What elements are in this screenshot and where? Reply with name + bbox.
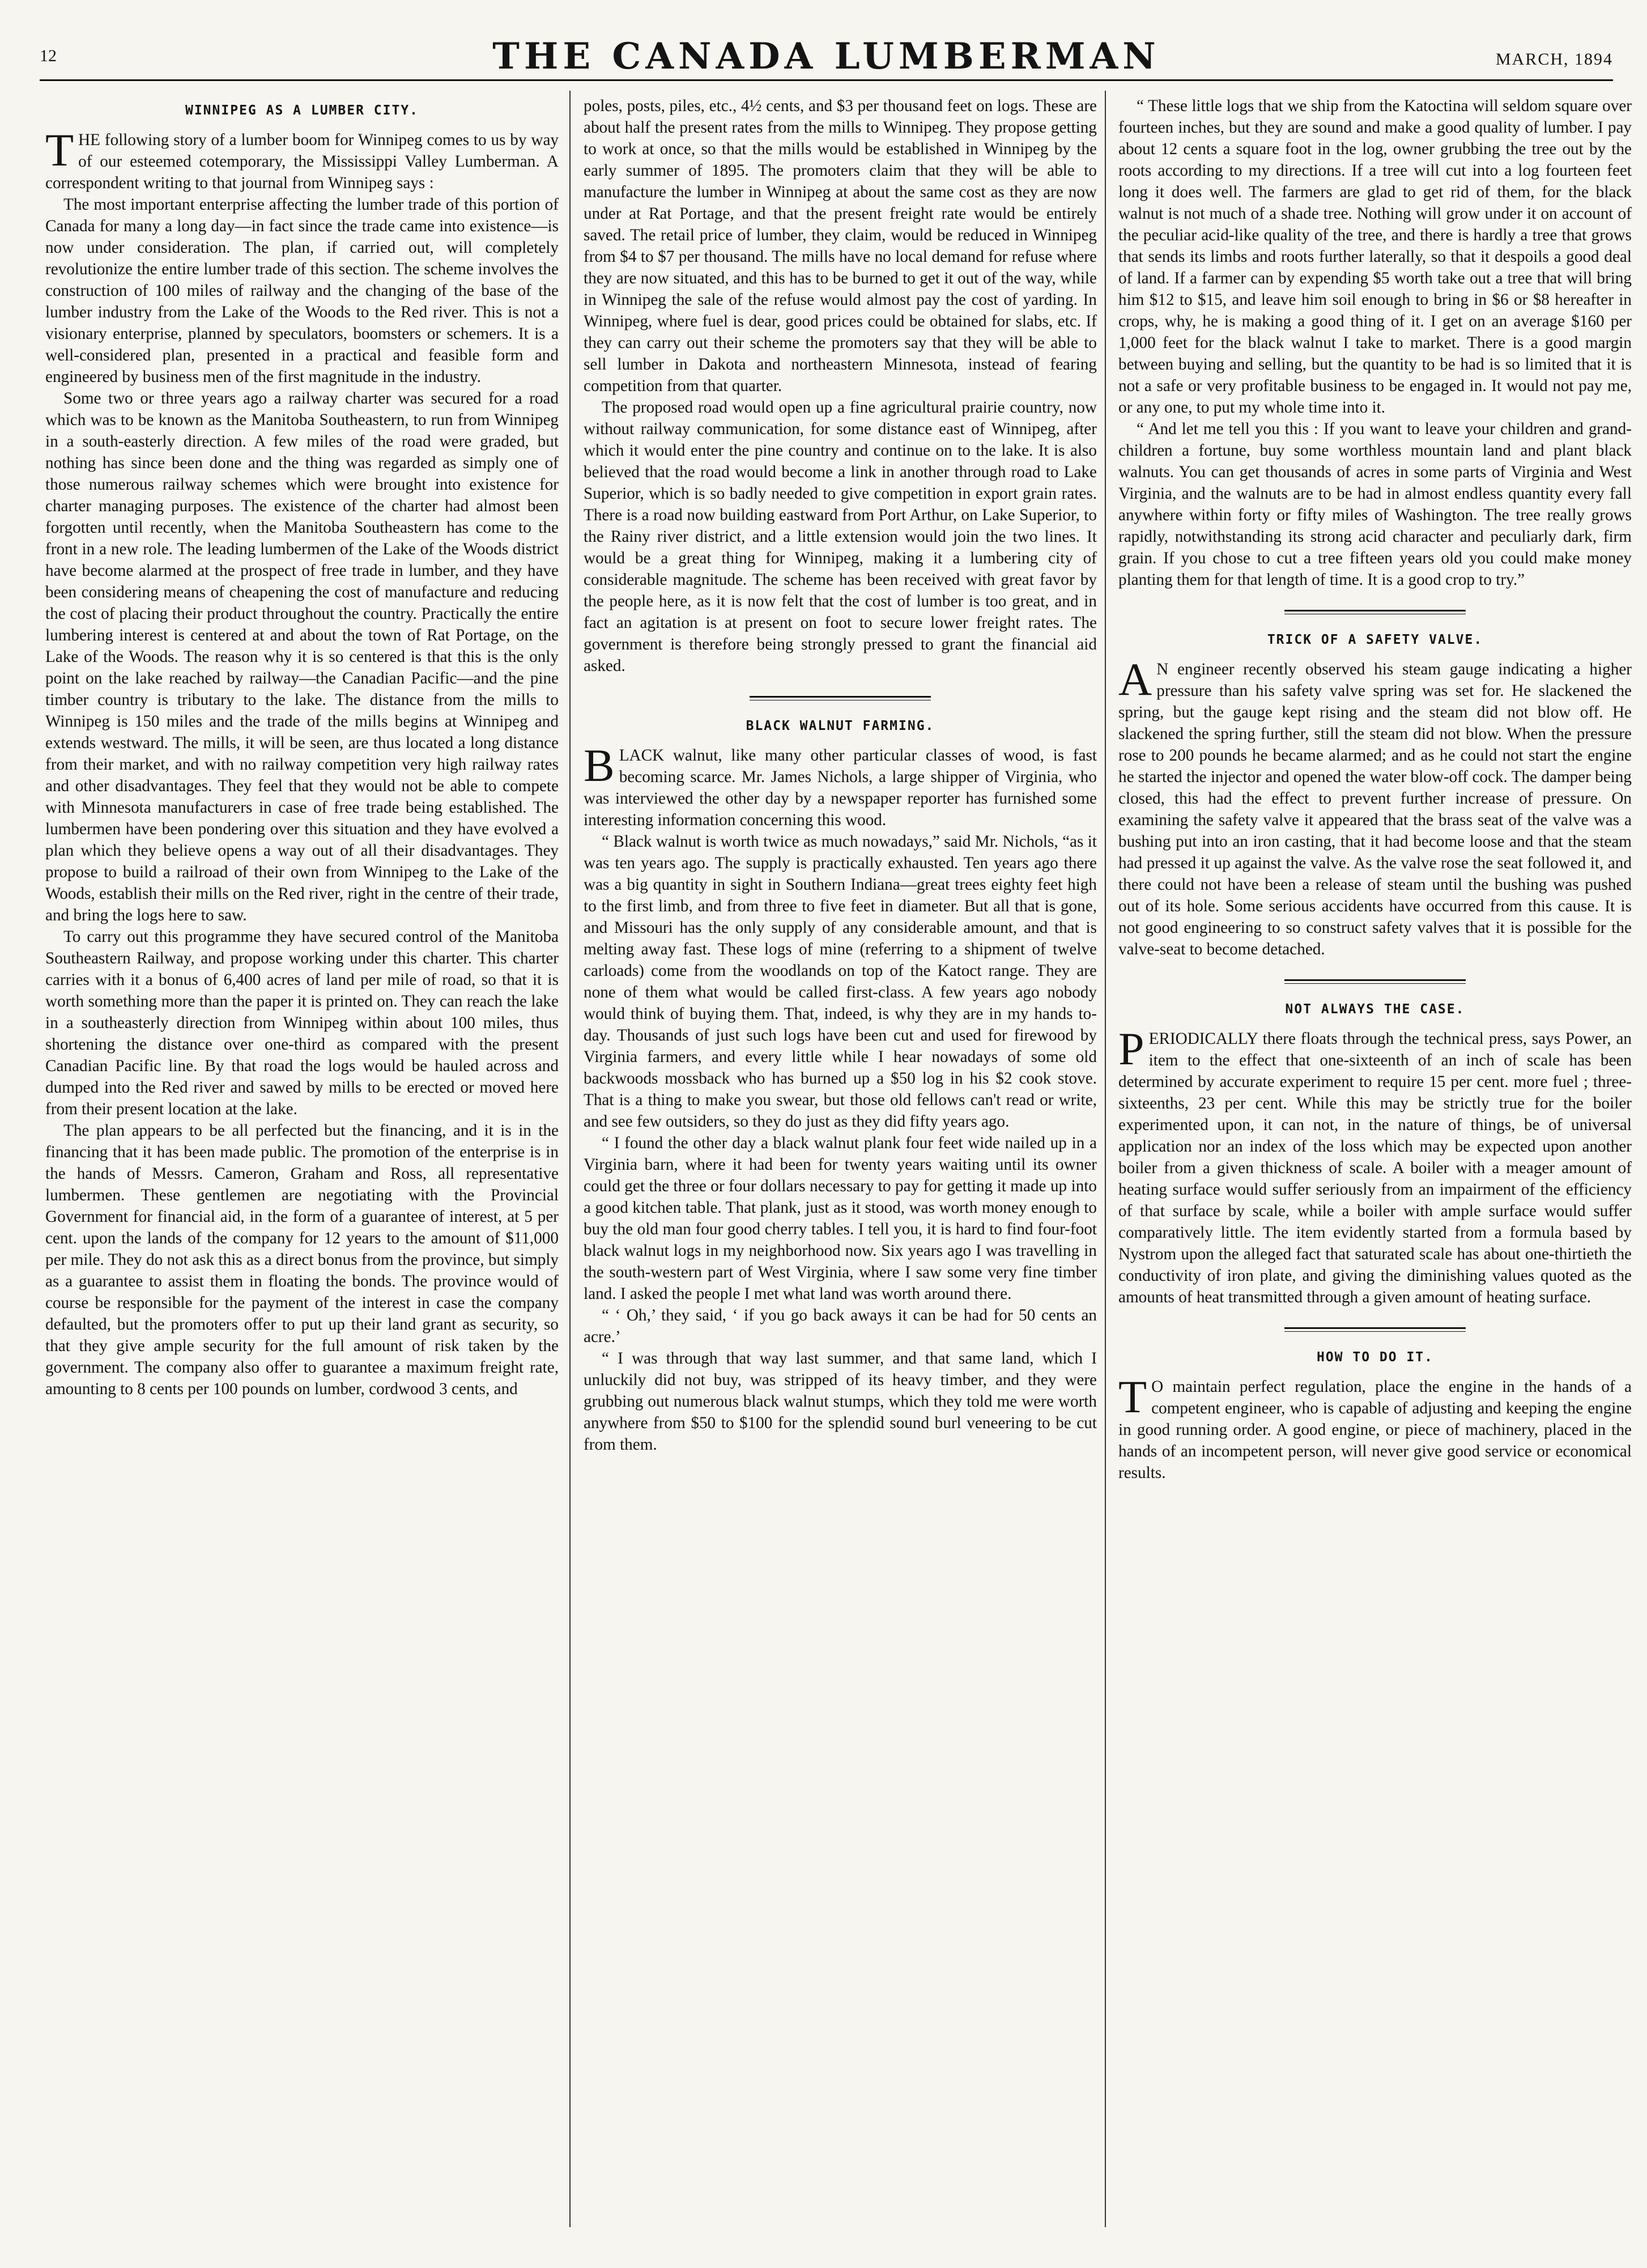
drop-cap: B: [584, 740, 615, 791]
paragraph: Some two or three years ago a railway charter was secured for a road which was to be known as the Manitoba Southeastern, to run from Winnipeg in a south-easterly direction. A few miles of the road were graded, but nothing has since been done and the thing was regarded as simply one of those numerous railway schemes which were brought into existence for charter managing purposes. The existence of the charter had almost been forgotten until recently, when the Manitoba Southeastern has come to the front in a new role. The leading lumbermen of the Lake of the Woods district have become alarmed at the prospect of free trade in lumber, and they have been considering means of cheapening the cost of manufacture and reducing the cost of placing their product throughout the country. Practically the entire lumbering interest is centered at and about the town of Rat Portage, on the Lake of the Woods. The reason why it is so centered is that this is the only point on the lake reached by railway—the Canadian Pacific—and the pine timber country is tributary to the lake. The distance from the mills to Winnipeg is 150 miles and the trade of the mills begins at Winnipeg and extends westward. The mills, it will be seen, are thus located a long distance from their market, and with no railway competition very high railway rates and other disadvantages. They feel that they would not be able to compete with Minnesota manufacturers in case of free trade being established. The lumbermen have been pondering over this situation and they have evolved a plan which they believe opens a way out of all their disadvantages. They propose to build a railroad of their own from Winnipeg to the Lake of the Woods, establish their mills on the Red river, right in the centre of their trade, and bring the logs here to saw.: [45, 389, 559, 924]
section-separator: [1284, 979, 1466, 984]
paragraph: T O maintain perfect regulation, place the engine in the hands of a competent engineer, who is capable of adjusting and keeping the engine in good running order. A good engine, or piece of machinery, placed in the hands of an incompetent person, will never give good service or economical results.: [1118, 1371, 1632, 1482]
paragraph: “ ‘ Oh,’ they said, ‘ if you go back aways it can be had for 50 cents an acre.’: [584, 1306, 1097, 1346]
page-number: 12: [40, 46, 57, 65]
drop-cap: A: [1118, 653, 1152, 705]
column-divider: [1105, 91, 1106, 2227]
paragraph: “ I found the other day a black walnut plank four feet wide nailed up in a Virginia barn, where it had been for twenty years waiting until its owner could get the three or four dollars necessary to pay for getting it made up into a good kitchen table. That plank, just as it stood, was worth money enough to buy the old man four good cherry tables. I tell you, it is hard to find four-foot black walnut logs in my neighborhood now. Six years ago I was travelling in the south-western part of West Virginia, where I saw some very fine timber land. I asked the people I met what land was worth around there.: [584, 1134, 1097, 1303]
header-rule: [40, 79, 1613, 81]
column-3: [1118, 95, 1632, 1484]
section-separator: [750, 696, 931, 700]
page-header: [40, 35, 1613, 78]
paragraph: The plan appears to be all perfected but the financing, and it is in the financing that it has been made public. The promotion of the enterprise is in the hands of Messrs. Cameron, Graham and Ross, all representative lumbermen. These gentlemen are negotiating with the Provincial Government for financial aid, in the form of a guarantee of interest, at 5 per cent. upon the lands of the company for 12 years to the amount of $11,000 per mile. They do not ask this as a direct bonus from the province, but simply as a guarantee to assist them in floating the bonds. The province would of course be responsible for the payment of the interest in case the company defaulted, but the promoters offer to put up their land grant as security, so that they give ample security for the full amount of risk taken by the government. The company also offer to guarantee a maximum freight rate, amounting to 8 cents per 100 pounds on lumber, cordwood 3 cents, and: [45, 1122, 559, 1398]
article-title-safety-valve: TRICK OF A SAFETY VALVE.: [1267, 632, 1483, 647]
section-separator: [1284, 610, 1466, 614]
paragraph: The most important enterprise affecting the lumber trade of this portion of Canada for many a long day—in fact since the trade came into existence—is now under consideration. The plan, if carried out, will completely revolutionize the entire lumber trade of this section. The scheme involves the construction of 100 miles of railway and the changing of the base of the lumber industry from the Lake of the Woods to the Red river. This is not a visionary enterprise, planned by speculators, boomsters or schemers. It is a well-considered plan, presented in a practical and feasible form and engineered by business men of the first magnitude in the industry.: [45, 196, 559, 386]
paragraph: THE following story of a lumber boom for Winnipeg comes to us by way of our esteemed cotemporary, the Mississippi Valley Lumberman. A correspondent writing to that journal from Winnipeg says :: [45, 124, 559, 192]
column-divider: [569, 91, 571, 2227]
article-title-black-walnut: BLACK WALNUT FARMING.: [746, 719, 935, 733]
paragraph: To carry out this programme they have secured control of the Manitoba Southeastern Railway, and propose working under this charter. This charter carries with it a bonus of 6,400 acres of land per mile of road, so that it is worth something more than the paper it is printed on. They can reach the lake in a southeasterly direction from Winnipeg within about 100 miles, thus shortening the distance over one-third as compared with the present Canadian Pacific line. By that road the logs would be hauled across and dumped into the Red river and sawed by mills to be erected or moved here from their present location at the lake.: [45, 928, 559, 1118]
masthead: THE CANADA LUMBERMAN: [492, 35, 1160, 78]
section-separator: [1284, 1327, 1466, 1332]
paragraph: BLACK walnut, like many other particular classes of wood, is fast becoming scarce. Mr. James Nichols, a large shipper of Virginia, who was interviewed the other day by a newspaper reporter has furnished some interesting information concerning this wood.: [584, 740, 1097, 829]
article-title-not-always: NOT ALWAYS THE CASE.: [1285, 1002, 1465, 1017]
column-2: [584, 95, 1097, 1455]
article-title-winnipeg: WINNIPEG AS A LUMBER CITY.: [185, 103, 419, 118]
paragraph: A N engineer recently observed his steam gauge indicating a higher pressure than his safety valve spring was set for. He slackened the spring, but the gauge kept rising and the steam did not blow off. He slackened the spring further, still the steam did not blow. When the pressure rose to 200 pounds he became alarmed; and as he could not start the engine he started the injector and opened the water blow-off cock. The damper being closed, this had the effect to prevent further increase of pressure. On examining the safety valve it appeared that the brass seat of the valve was a bushing put into an iron casting, that it had become loose and that the steam had pressed it up against the valve. As the valve rose the seat followed it, and there could not have been a release of steam until the bushing was pushed out of its hole. Some serious accidents have occurred from this cause. It is not good engineering to so construct safety valves that it is possible for the valve-seat to become detached.: [1118, 653, 1632, 958]
article-title-how-to: HOW TO DO IT.: [1316, 1350, 1433, 1365]
drop-cap: T: [45, 124, 74, 176]
issue-date: MARCH, 1894: [1495, 50, 1613, 69]
paragraph: “ Black walnut is worth twice as much nowadays,” said Mr. Nichols, “as it was ten years ago. The supply is practically exhausted. Ten years ago there was a big quantity in sight in Southern Indiana—great trees eighty feet high to the first limb, and from three to five feet in diameter. But all that is gone, and Missouri has the only supply of any considerable amount, and that is melting away fast. These logs of mine (referring to a shipment of twelve carloads) come from the woodlands on top of the Katoct range. They are none of them what would be called first-class. A few years ago nobody would think of buying them. That, indeed, is why they are in my hands to-day. Thousands of just such logs have been cut and used for firewood by Virginia farmers, and every little while I hear nowadays of some old backwoods mossback who has burned up a $50 log in his $2 cook stove. That is a thing to make you swear, but those old fellows can't read or write, and see few outsiders, so they do just as they did fifty years ago.: [584, 833, 1097, 1131]
column-1: [45, 95, 559, 1400]
paragraph: The proposed road would open up a fine agricultural prairie country, now without railway communication, for some distance east of Winnipeg, after which it would enter the pine country and continue on to the lake. It is also believed that the road would become a link in another through road to Lake Superior, which is so badly needed to give competition in export grain rates. There is a road now building eastward from Port Arthur, on Lake Superior, to the Rainy river district, and a little extension would join the two lines. It would be a great thing for Winnipeg, making it a lumbering city of considerable magnitude. The scheme has been received with great favor by the people here, as it is now felt that the cost of lumber is too great, and in fact an agitation is at present on foot to secure lower freight rates. The government is therefore being strongly pressed to grant the financial aid asked.: [584, 398, 1097, 675]
paragraph: PERIODICALLY there floats through the technical press, says Power, an item to the effect that one-sixteenth of an inch of scale has been determined by accurate experiment to require 15 per cent. more fuel ; three-sixteenths, 23 per cent. While this may be strictly true for the boiler experimented upon, it can not, in the nature of things, be of universal application nor an index of the loss which may be expected upon another boiler from a given thickness of scale. A boiler with a meager amount of heating surface would suffer seriously from an impairment of the efficiency of that surface by scale, while a boiler with ample surface would suffer comparatively little. The item evidently started from a formula based by Nystrom upon the alleged fact that saturated scale has about one-thirtieth the conductivity of iron plate, and giving the diminishing values quoted as the amounts of heat transmitted through a given amount of heating surface.: [1118, 1023, 1632, 1306]
drop-cap: P: [1118, 1023, 1144, 1074]
drop-cap: T: [1118, 1371, 1147, 1422]
paragraph: “ I was through that way last summer, and that same land, which I unluckily did not buy, was stripped of its heavy timber, and they were grubbing out numerous black walnut stumps, which they told me were worth anywhere from $50 to $100 for the splendid sound burl veneering to be cut from them.: [584, 1349, 1097, 1454]
paragraph: poles, posts, piles, etc., 4½ cents, and $3 per thousand feet on logs. These are about half the present rates from the mills to Winnipeg. They propose getting to work at once, so that the mills would be established in Winnipeg by the early summer of 1895. The promoters claim that they will be able to manufacture the lumber in Winnipeg at about the same cost as they are now under at Rat Portage, and that the present freight rate would be entirely saved. The retail price of lumber, they claim, would be reduced in Winnipeg from $4 to $7 per thousand. The mills have no local demand for refuse where they are now situated, and this has to be burned to get it out of the way, while in Winnipeg the sale of the refuse would almost pay the cost of yarding. In Winnipeg, where fuel is dear, good prices could be obtained for slabs, etc. If they can carry out their scheme the promoters say that they will be able to sell lumber in Dakota and northeastern Minnesota, instead of fearing competition from that quarter.: [584, 97, 1097, 395]
paragraph: “ These little logs that we ship from the Katoctina will seldom square over fourteen inches, but they are sound and make a good quality of lumber. I pay about 12 cents a square foot in the log, owner grubbing the tree out by the roots according to my directions. If a tree will cut into a log fourteen feet long it does well. The farmers are glad to get rid of them, for the black walnut is not much of a shade tree. Nothing will grow under it on account of the peculiar acid-like quality of the tree, and there is hardly a tree that grows that sends its limbs and roots further laterally, so that it despoils a good deal of land. If a farmer can by expending $5 worth take out a tree that will bring him $12 to $15, and leave him soil enough to bring in $6 or $8 hereafter in crops, why, he is making a good thing of it. I get on an average $160 per 1,000 feet for the black walnut I take to market. There is a good margin between buying and selling, but the quantity to be had is so limited that it is not a safe or very profitable business to be engaged in. It would not pay me, or any one, to put my whole time into it.: [1118, 97, 1632, 417]
paragraph: “ And let me tell you this : If you want to leave your children and grand-children a fortune, buy some worthless mountain land and plant black walnuts. You can get thousands of acres in some parts of Virginia and West Virginia, and the walnuts are to be had in almost endless quantity every fall anywhere within forty or fifty miles of Washington. The tree really grows rapidly, notwithstanding its strong acid character and peculiarly dark, firm grain. If you chose to cut a tree fifteen years old you could make money planting them for that length of time. It is a good crop to try.”: [1118, 420, 1632, 589]
